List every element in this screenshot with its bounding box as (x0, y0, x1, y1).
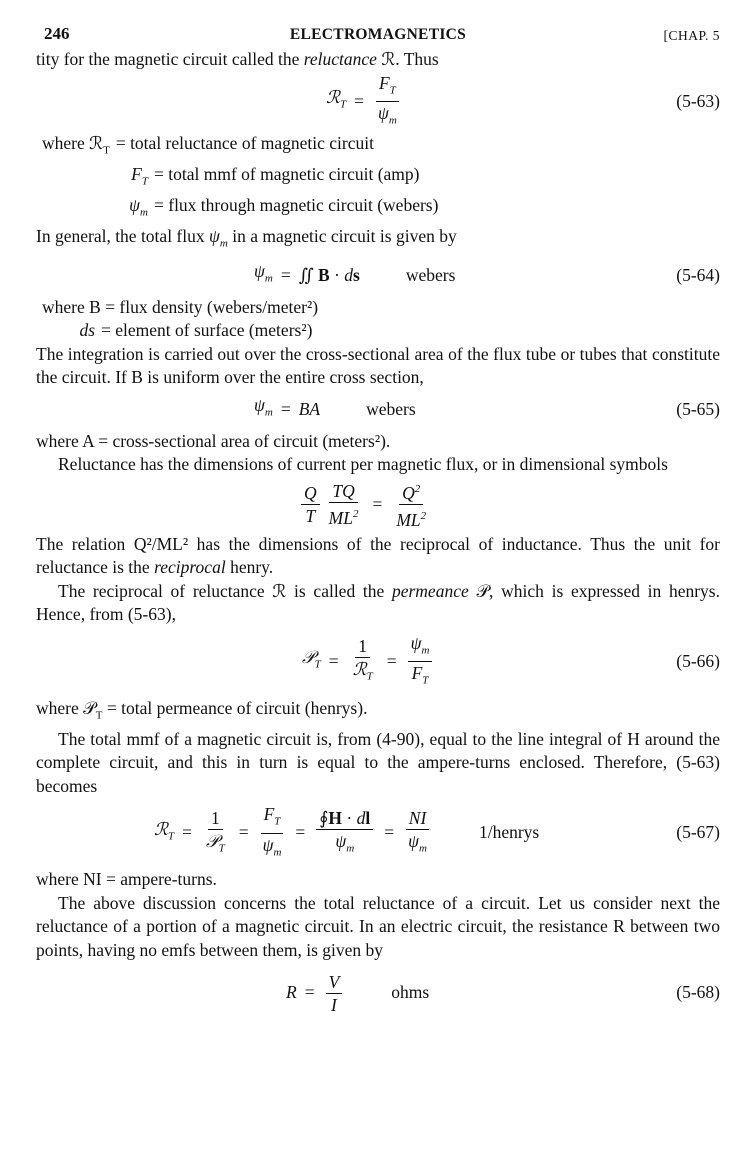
equation-5-67: ℛ$_T$ = $\frac{1}{𝒫_T}$ = $\frac{F_T}{\psi_m}$ = $\frac{∮H \cdot dl}{\psi_m}$ = $\frac{NI}{\psi_m}$ 1/henrys (5-67) (36, 798, 720, 868)
page-number: 246 (44, 24, 70, 43)
equation-number: (5-66) (676, 650, 720, 671)
equation-unit: webers (405, 264, 456, 285)
book-page (36, 18, 720, 1024)
mmf-paragraph: The total mmf of a magnetic circuit is, from (4-90), equal to the line integral of H around the complete circuit, and this in turn is equal to the ampere-turns enclosed. Therefore, (5-63) becomes (36, 728, 720, 796)
equation-5-66: 𝒫$_T$ = $\frac{1}{ℛ_T}$ = $\frac{\psi_m}{F_T}$ (5-66) (36, 627, 720, 697)
equation-number: (5-64) (676, 264, 720, 285)
page-header (36, 18, 720, 48)
equation-number: (5-63) (676, 90, 720, 111)
equation-number: (5-65) (676, 398, 720, 419)
chapter-label: [CHAP. 5 (663, 28, 720, 43)
equation-number: (5-68) (676, 982, 720, 1003)
equation-5-63: ℛ$_T$ = $\frac{F_T}{\psi_m}$ (5-63) (36, 72, 720, 132)
where-permeance: where 𝒫$_T$ = total permeance of circuit (henrys). (36, 697, 368, 721)
equation-unit: ohms (391, 982, 430, 1003)
equation-number: (5-67) (676, 822, 720, 843)
equation-5-68: R = $\frac{V}{I}$ ohms (5-68) (36, 962, 720, 1024)
equation-unit: 1/henrys (478, 822, 540, 843)
intro-paragraph: tity for the magnetic circuit called the reluctance ℛ. Thus (36, 49, 439, 69)
relation-paragraph: The relation Q²/ML² has the dimensions of the reciprocal of inductance. Thus the unit for reluctance is the reciprocal henry. (36, 533, 720, 577)
running-title: ELECTROMAGNETICS (289, 26, 467, 43)
where-list-1: where ℛ$_T$ = total reluctance of magnetic circuit $F_T$ = total mmf of magnetic circuit (amp) $\psi_m$ = flux through magnetic circuit (webers) (42, 132, 439, 218)
integration-paragraph: The integration is carried out over the cross-sectional area of the flux tube or tubes that constitute the circuit. If B is uniform over the entire cross section, (36, 343, 720, 387)
equation-5-64: $\psi_m$ = ∬ B · ds webers (5-64) (36, 256, 720, 296)
equation-unit: webers (366, 398, 416, 419)
dimensional-expression: $\frac{Q}{T}$ $\frac{TQ}{ML^2}$ = $\frac{Q^2}{ML^2}$ (36, 477, 720, 533)
portion-paragraph: The above discussion concerns the total reluctance of a circuit. Let us consider next the reluctance of a portion of a magnetic circuit. In an electric circuit, the resistance R between two points, having no emfs between them, is given by (36, 892, 720, 960)
equation-5-65: $\psi_m$ = BA webers (5-65) (36, 390, 720, 430)
where-area: where A = cross-sectional area of circuit (meters²). (36, 430, 391, 451)
dimensions-paragraph: Reluctance has the dimensions of current per magnetic flux, or in dimensional symbols (58, 454, 668, 474)
where-list-2: where B = flux density (webers/meter²) ds = element of surface (meters²) (42, 296, 319, 340)
general-paragraph: In general, the total flux $\psi_m$ in a magnetic circuit is given by (36, 225, 457, 249)
where-ampere-turns: where NI = ampere-turns. (36, 869, 217, 889)
permeance-paragraph: The reciprocal of reluctance ℛ is called the permeance 𝒫, which is expressed in henrys. Hence, from (5-63), (36, 580, 720, 624)
